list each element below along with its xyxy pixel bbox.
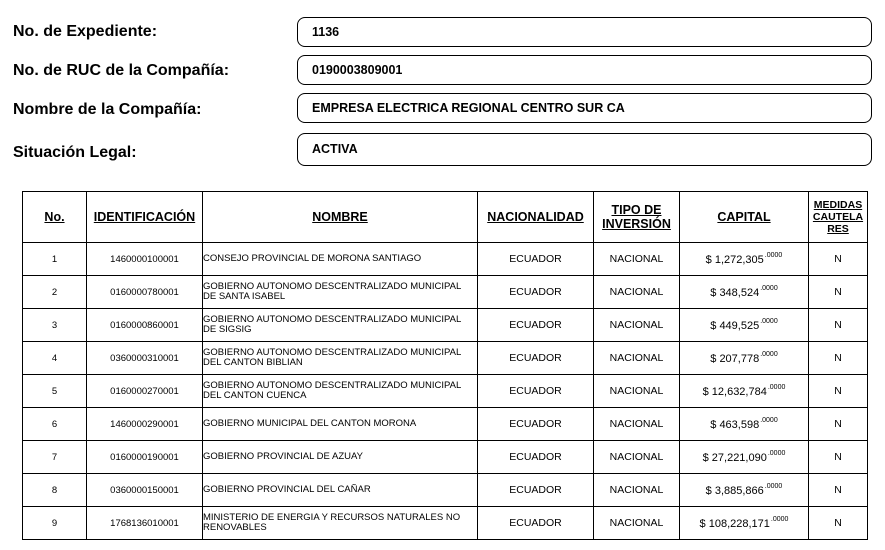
nombre-line1: GOBIERNO AUTONOMO DESCENTRALIZADO MUNICIPAL [203,280,462,292]
header-tipo-inversion [594,192,680,243]
nombre-line1: GOBIERNO MUNICIPAL DEL CANTON MORONA [203,417,417,429]
cell-no: 7 [23,441,87,474]
table-row [23,507,868,540]
header-medidas-line3: RES [827,223,849,235]
cell-nacionalidad: ECUADOR [478,474,594,507]
cell-nombre [203,342,478,375]
cell-no: 4 [23,342,87,375]
cell-medidas: N [809,474,868,507]
nombre-line1: CONSEJO PROVINCIAL DE MORONA SANTIAGO [203,252,422,264]
expediente-value: 1136 [297,17,872,47]
cell-identificacion: 0160000860001 [87,309,203,342]
header-nombre: NOMBRE [203,192,478,243]
capital-cents: .0000 [764,483,783,490]
cell-capital [680,309,809,342]
cell-nacionalidad: ECUADOR [478,342,594,375]
cell-no: 5 [23,375,87,408]
cell-identificacion: 1768136010001 [87,507,203,540]
capital-amount: $ 3,885,866 [705,485,764,497]
cell-tipo: NACIONAL [594,375,680,408]
header-medidas-cautelares [809,192,868,243]
header-medidas-line1: MEDIDAS [813,199,863,211]
table-row [23,276,868,309]
cell-identificacion: 0160000190001 [87,441,203,474]
nombre-line2: DE SANTA ISABEL [203,291,286,302]
cell-tipo: NACIONAL [594,474,680,507]
cell-nacionalidad: ECUADOR [478,441,594,474]
cell-nombre [203,441,478,474]
nombre-line1: GOBIERNO PROVINCIAL DEL CAÑAR [203,483,371,495]
cell-capital [680,375,809,408]
table-header-row [23,192,868,243]
capital-cents: .0000 [760,417,778,424]
cell-nacionalidad: ECUADOR [478,243,594,276]
cell-nacionalidad: ECUADOR [478,276,594,309]
cell-identificacion: 0160000780001 [87,276,203,309]
cell-nacionalidad: ECUADOR [478,507,594,540]
capital-cents: .0000 [764,252,783,259]
capital-cents: .0000 [767,450,786,457]
nombre-line1: MINISTERIO DE ENERGIA Y RECURSOS NATURALES NO [203,511,461,523]
capital-amount: $ 1,272,305 [705,254,764,266]
field-nombre-compania [0,91,885,127]
cell-medidas: N [809,408,868,441]
field-expediente [0,14,885,50]
capital-cents: .0000 [760,351,778,358]
cell-medidas: N [809,276,868,309]
field-situacion-legal [0,133,885,169]
field-ruc [0,52,885,88]
cell-no: 2 [23,276,87,309]
capital-amount: $ 27,221,090 [702,452,767,464]
cell-medidas: N [809,243,868,276]
cell-nacionalidad: ECUADOR [478,408,594,441]
capital-cents: .0000 [767,384,786,391]
cell-identificacion: 1460000290001 [87,408,203,441]
capital-amount: $ 12,632,784 [702,386,767,398]
table-row [23,342,868,375]
nombre-line1: GOBIERNO AUTONOMO DESCENTRALIZADO MUNICIPAL [203,379,462,391]
capital-amount: $ 108,228,171 [699,518,770,530]
cell-no: 6 [23,408,87,441]
capital-amount: $ 463,598 [710,419,760,431]
cell-capital [680,276,809,309]
header-nacionalidad: NACIONALIDAD [478,192,594,243]
cell-capital [680,441,809,474]
cell-capital [680,408,809,441]
situacion-legal-value: ACTIVA [297,133,872,166]
table-row [23,474,868,507]
accionistas-table [22,191,868,540]
nombre-line1: GOBIERNO AUTONOMO DESCENTRALIZADO MUNICIPAL [203,313,462,325]
cell-nombre [203,507,478,540]
nombre-line2: DE SIGSIG [203,324,252,335]
ruc-label: No. de RUC de la Compañía: [13,62,230,79]
cell-no: 3 [23,309,87,342]
cell-no: 9 [23,507,87,540]
cell-identificacion: 0360000150001 [87,474,203,507]
capital-cents: .0000 [760,285,778,292]
nombre-line2: DEL CANTON CUENCA [203,390,307,401]
cell-no: 1 [23,243,87,276]
capital-cents: .0000 [760,318,778,325]
expediente-label: No. de Expediente: [13,23,158,40]
cell-medidas: N [809,375,868,408]
header-tipo-line2: INVERSIÓN [602,217,671,231]
table-row [23,441,868,474]
cell-nombre [203,243,478,276]
cell-identificacion: 0360000310001 [87,342,203,375]
cell-nacionalidad: ECUADOR [478,309,594,342]
cell-capital [680,342,809,375]
cell-medidas: N [809,309,868,342]
nombre-line1: GOBIERNO PROVINCIAL DE AZUAY [203,450,363,462]
table-row [23,375,868,408]
cell-tipo: NACIONAL [594,243,680,276]
nombre-compania-value: EMPRESA ELECTRICA REGIONAL CENTRO SUR CA [297,93,872,123]
cell-capital [680,507,809,540]
capital-amount: $ 348,524 [710,287,760,299]
table-row [23,309,868,342]
cell-nombre [203,408,478,441]
nombre-line1: GOBIERNO AUTONOMO DESCENTRALIZADO MUNICIPAL [203,346,462,358]
cell-medidas: N [809,441,868,474]
cell-nombre [203,375,478,408]
nombre-compania-label: Nombre de la Compañía: [13,101,202,118]
nombre-line2: RENOVABLES [203,522,267,533]
cell-no: 8 [23,474,87,507]
capital-cents: .0000 [770,516,789,523]
table-row [23,243,868,276]
cell-nombre [203,309,478,342]
cell-medidas: N [809,507,868,540]
cell-identificacion: 0160000270001 [87,375,203,408]
header-medidas-line2: CAUTELA [812,211,864,223]
cell-tipo: NACIONAL [594,342,680,375]
cell-capital [680,243,809,276]
cell-nacionalidad: ECUADOR [478,375,594,408]
cell-tipo: NACIONAL [594,507,680,540]
header-no: No. [23,192,87,243]
table-row [23,408,868,441]
nombre-line2: DEL CANTON BIBLIAN [203,357,303,368]
cell-identificacion: 1460000100001 [87,243,203,276]
header-identificacion: IDENTIFICACIÓN [87,192,203,243]
cell-tipo: NACIONAL [594,408,680,441]
capital-amount: $ 449,525 [710,320,760,332]
header-capital: CAPITAL [680,192,809,243]
header-tipo-line1: TIPO DE [611,203,662,217]
cell-capital [680,474,809,507]
cell-nombre [203,276,478,309]
cell-tipo: NACIONAL [594,276,680,309]
cell-tipo: NACIONAL [594,309,680,342]
ruc-value: 0190003809001 [297,55,872,85]
situacion-legal-label: Situación Legal: [13,144,137,161]
cell-medidas: N [809,342,868,375]
capital-amount: $ 207,778 [710,353,760,365]
cell-tipo: NACIONAL [594,441,680,474]
cell-nombre [203,474,478,507]
